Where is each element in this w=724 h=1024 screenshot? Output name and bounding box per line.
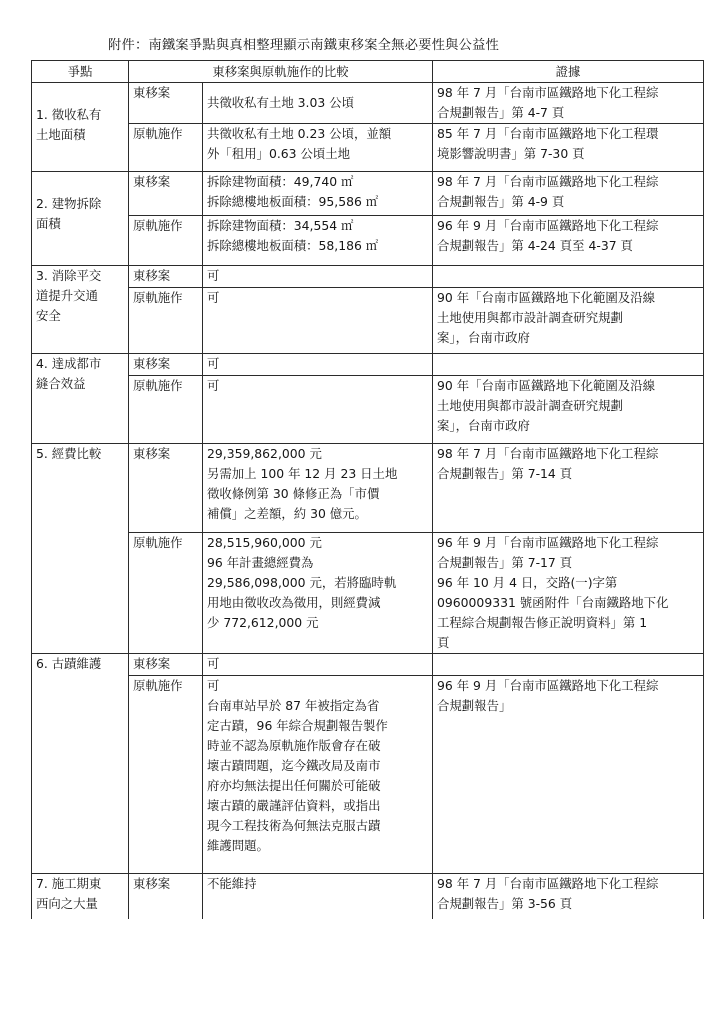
comparison-line: 台南車站早於 87 年被指定為省 [207,698,380,713]
header-evidence: 證據 [433,61,704,83]
evidence-line: 案」，台南市政府 [437,418,530,433]
table-row [32,83,704,124]
comparison-line: 可 [207,268,220,283]
comparison-cell [203,654,433,676]
evidence-line: 96 年 9 月「台南市區鐵路地下化工程綜 [437,218,659,233]
evidence-cell [433,216,704,266]
evidence-line: 合規劃報告」第 4-7 頁 [437,105,565,120]
comparison-line: 補償」之差額，約 30 億元。 [207,506,367,521]
option-cell: 東移案 [129,83,203,124]
comparison-line: 時並不認為原軌施作版會存在破 [207,738,381,753]
option-cell: 東移案 [129,444,203,533]
option-cell: 東移案 [129,354,203,376]
issue-line: 縫合效益 [36,376,86,391]
evidence-cell [433,654,704,676]
comparison-line: 拆除總樓地板面積：58,186 ㎡ [207,238,379,253]
issue-line: 7. 施工期東 [36,876,102,891]
comparison-line: 29,359,862,000 元 [207,446,322,461]
issue-line: 1. 徵收私有 [36,107,102,122]
option-cell: 東移案 [129,266,203,288]
table-body [32,83,704,954]
evidence-cell [433,354,704,376]
table-row [32,216,704,266]
comparison-line: 定古蹟，96 年綜合規劃報告製作 [207,718,388,733]
comparison-table [31,60,704,954]
comparison-line: 另需加上 100 年 12 月 23 日土地 [207,466,398,481]
comparison-cell [203,676,433,874]
issue-cell [32,444,129,654]
comparison-cell [203,444,433,533]
issue-line: 安全 [36,308,61,323]
evidence-line: 90 年「台南市區鐵路地下化範圍及沿線 [437,290,655,305]
table-row [32,533,704,654]
issue-line: 西向之大量 [36,896,98,911]
comparison-line: 28,515,960,000 元 [207,535,322,550]
evidence-line: 案」，台南市政府 [437,330,530,345]
comparison-line: 可 [207,378,220,393]
issue-cell [32,354,129,444]
evidence-cell [433,124,704,172]
comparison-line: 少 772,612,000 元 [207,615,319,630]
evidence-line: 98 年 7 月「台南市區鐵路地下化工程綜 [437,174,659,189]
comparison-line: 現今工程技術為何無法克服古蹟 [207,818,381,833]
header-comparison: 東移案與原軌施作的比較 [129,61,433,83]
issue-line: 土地面積 [36,127,86,142]
evidence-line: 合規劃報告」第 7-14 頁 [437,466,573,481]
evidence-line: 土地使用與都市設計調查研究規劃 [437,398,623,413]
evidence-line: 96 年 9 月「台南市區鐵路地下化工程綜 [437,535,659,550]
comparison-cell [203,266,433,288]
table-row [32,354,704,376]
comparison-line: 可 [207,290,220,305]
issue-line: 4. 達成都市 [36,356,102,371]
comparison-line: 可 [207,656,220,671]
comparison-line: 共徵收私有土地 0.23 公頃，並額 [207,126,392,141]
issue-cell [32,83,129,172]
option-cell: 東移案 [129,874,203,954]
table-row [32,676,704,874]
table-header-row [32,61,704,83]
comparison-line: 府亦均無法提出任何關於可能破 [207,778,381,793]
evidence-line: 合規劃報告」第 7-17 頁 [437,555,573,570]
comparison-line: 可 [207,356,220,371]
issue-line: 面積 [36,216,61,231]
comparison-line: 用地由徵收改為徵用，則經費減 [207,595,381,610]
evidence-line: 土地使用與都市設計調查研究規劃 [437,310,623,325]
comparison-line: 壞古蹟的嚴謹評估資料，或指出 [207,798,381,813]
evidence-line: 98 年 7 月「台南市區鐵路地下化工程綜 [437,85,659,100]
table-row [32,444,704,533]
comparison-line: 29,586,098,000 元，若將臨時軌 [207,575,397,590]
comparison-line: 拆除建物面積：49,740 ㎡ [207,174,354,189]
option-cell: 原軌施作 [129,376,203,444]
option-cell: 原軌施作 [129,124,203,172]
header-issue: 爭點 [32,61,129,83]
option-cell: 原軌施作 [129,533,203,654]
evidence-line: 90 年「台南市區鐵路地下化範圍及沿線 [437,378,655,393]
comparison-cell [203,533,433,654]
comparison-cell [203,288,433,354]
evidence-cell [433,676,704,874]
issue-cell [32,266,129,354]
evidence-line: 98 年 7 月「台南市區鐵路地下化工程綜 [437,446,659,461]
issue-line: 2. 建物拆除 [36,196,102,211]
evidence-cell [433,444,704,533]
evidence-line: 工程綜合規劃報告修正說明資料」第 1 [437,615,648,630]
option-cell: 原軌施作 [129,288,203,354]
evidence-line: 合規劃報告」 [437,698,512,713]
evidence-line: 96 年 9 月「台南市區鐵路地下化工程綜 [437,678,659,693]
comparison-line: 共徵收私有土地 3.03 公頃 [207,95,354,110]
comparison-line: 壞古蹟問題，迄今鐵改局及南市 [207,758,381,773]
table-row [32,172,704,216]
evidence-cell [433,288,704,354]
comparison-cell [203,354,433,376]
issue-line: 3. 消除平交 [36,268,102,283]
evidence-line: 合規劃報告」第 3-56 頁 [437,896,573,911]
evidence-cell [433,266,704,288]
evidence-line: 合規劃報告」第 4-24 頁至 4-37 頁 [437,238,633,253]
comparison-line: 可 [207,678,220,693]
option-cell: 原軌施作 [129,216,203,266]
issue-cell [32,654,129,874]
evidence-line: 85 年 7 月「台南市區鐵路地下化工程環 [437,126,659,141]
evidence-line: 合規劃報告」第 4-9 頁 [437,194,565,209]
option-cell: 東移案 [129,172,203,216]
evidence-line: 頁 [437,635,450,650]
comparison-line: 拆除建物面積：34,554 ㎡ [207,218,354,233]
issue-line: 5. 經費比較 [36,446,102,461]
evidence-cell [433,83,704,124]
table-row [32,376,704,444]
issue-line: 道提升交通 [36,288,98,303]
evidence-cell [433,376,704,444]
comparison-line: 拆除總樓地板面積：95,586 ㎡ [207,194,379,209]
option-cell: 原軌施作 [129,676,203,874]
comparison-line: 外「租用」0.63 公頃土地 [207,146,351,161]
evidence-line: 98 年 7 月「台南市區鐵路地下化工程綜 [437,876,659,891]
evidence-line: 96 年 10 月 4 日，交路(一)字第 [437,575,618,590]
table-row [32,266,704,288]
table-row [32,124,704,172]
issue-line: 6. 古蹟維護 [36,656,102,671]
comparison-line: 96 年計畫總經費為 [207,555,314,570]
table-row [32,654,704,676]
comparison-cell [203,376,433,444]
evidence-cell [433,533,704,654]
evidence-cell [433,172,704,216]
comparison-cell [203,172,433,216]
comparison-line: 徵收條例第 30 條修正為「市價 [207,486,380,501]
evidence-line: 境影響說明書」第 7-30 頁 [437,146,585,161]
page-title: 附件：南鐵案爭點與真相整理顯示南鐵東移案全無必要性與公益性 [108,38,500,53]
comparison-line: 維護問題。 [207,838,269,853]
comparison-line: 不能維持 [207,876,257,891]
comparison-cell [203,124,433,172]
issue-cell [32,172,129,266]
comparison-cell [203,83,433,124]
page-bottom-margin [0,919,724,1024]
option-cell: 東移案 [129,654,203,676]
table-row [32,288,704,354]
evidence-line: 0960009331 號函附件「台南鐵路地下化 [437,595,669,610]
comparison-cell [203,216,433,266]
